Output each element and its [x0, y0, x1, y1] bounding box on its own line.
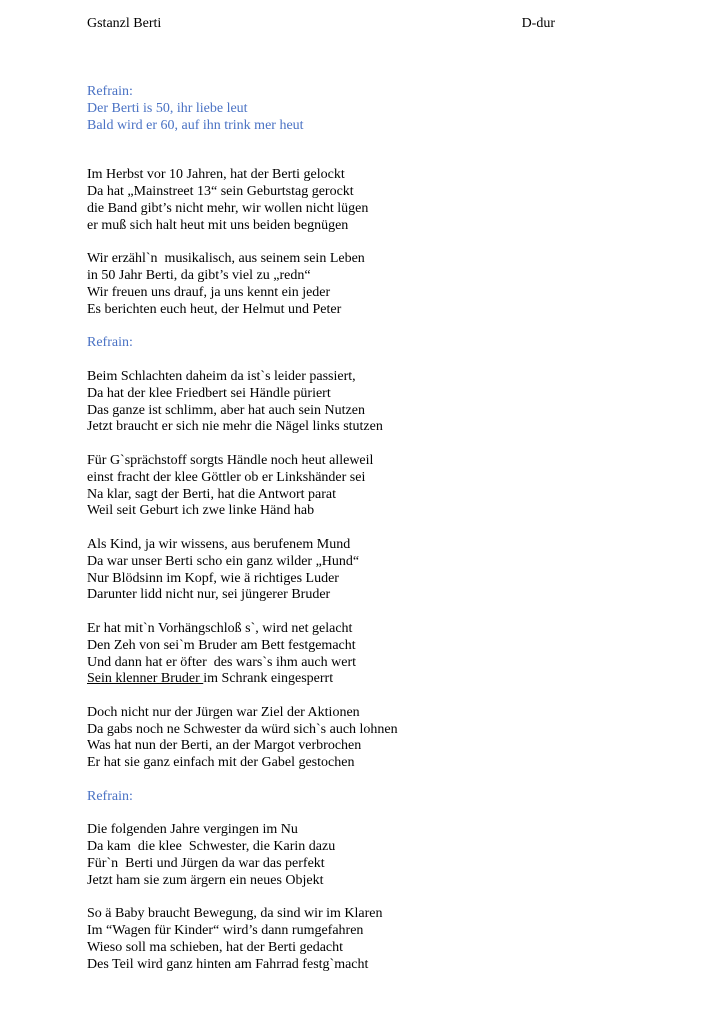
verse-line: Er hat mit`n Vorhängschloß s`, wird net gelacht: [87, 620, 353, 636]
verse-line: Als Kind, ja wir wissens, aus berufenem Mund: [87, 536, 351, 552]
song-title: Gstanzl Berti: [87, 16, 162, 31]
verse-line: Und dann hat er öfter des wars`s ihm auch wert: [87, 654, 357, 670]
verse-line: Nur Blödsinn im Kopf, wie ä richtiges Luder: [87, 570, 339, 586]
verse-line: Im Herbst vor 10 Jahren, hat der Berti gelockt: [87, 167, 345, 183]
verse-line-rest: im Schrank eingesperrt: [203, 671, 334, 687]
verse-line: Des Teil wird ganz hinten am Fahrrad festg`macht: [87, 956, 369, 972]
verse-line: Da war unser Berti scho ein ganz wilder „Hund“: [87, 553, 360, 569]
verse-4: [87, 453, 687, 520]
verse-line: Er hat sie ganz einfach mit der Gabel gestochen: [87, 755, 355, 771]
verse-9: [87, 906, 687, 973]
refrain-block: [87, 84, 687, 134]
verse-6: [87, 621, 687, 688]
verse-line: Wir freuen uns drauf, ja uns kennt ein jeder: [87, 284, 331, 300]
verse-line: So ä Baby braucht Bewegung, da sind wir im Klaren: [87, 906, 383, 922]
refrain-line: Bald wird er 60, auf ihn trink mer heut: [87, 117, 304, 133]
refrain-label: Refrain:: [87, 84, 133, 99]
verse-line: die Band gibt’s nicht mehr, wir wollen nicht lügen: [87, 200, 369, 216]
verse-line: Da kam die klee Schwester, die Karin dazu: [87, 839, 336, 855]
verse-line: Darunter lidd nicht nur, sei jüngerer Bruder: [87, 587, 331, 603]
verse-line: Da hat der klee Friedbert sei Händle püriert: [87, 385, 331, 401]
verse-2: [87, 251, 687, 318]
verse-line: Jetzt ham sie zum ärgern ein neues Objekt: [87, 872, 324, 888]
verse-line: Da gabs noch ne Schwester da würd sich`s auch lohnen: [87, 721, 398, 737]
verse-line: [87, 671, 687, 688]
verse-line: Im “Wagen für Kinder“ wird’s dann rumgefahren: [87, 923, 364, 939]
verse-line: Na klar, sagt der Berti, hat die Antwort parat: [87, 486, 337, 502]
verse-line: Es berichten euch heut, der Helmut und Peter: [87, 301, 342, 317]
verse-line: Das ganze ist schlimm, aber hat auch sein Nutzen: [87, 402, 365, 418]
verse-line: Weil seit Geburt ich zwe linke Händ hab: [87, 503, 315, 519]
verse-line: in 50 Jahr Berti, da gibt’s viel zu „redn“: [87, 268, 311, 284]
verse-line: Beim Schlachten daheim da ist`s leider passiert,: [87, 368, 356, 384]
verse-line: Für`n Berti und Jürgen da war das perfekt: [87, 856, 325, 872]
verse-7: [87, 705, 687, 772]
verse-line: Da hat „Mainstreet 13“ sein Geburtstag gerockt: [87, 184, 354, 200]
refrain-line: Der Berti is 50, ihr liebe leut: [87, 100, 248, 116]
refrain-marker: Refrain:: [87, 335, 133, 351]
verse-line: Die folgenden Jahre vergingen im Nu: [87, 822, 298, 838]
page-header: [87, 16, 555, 34]
verse-3: [87, 369, 687, 436]
underlined-text: Sein klenner Bruder: [87, 671, 204, 687]
verse-line: Für G`sprächstoff sorgts Händle noch heut alleweil: [87, 452, 374, 468]
verse-8: [87, 822, 687, 889]
verse-line: Wieso soll ma schieben, hat der Berti gedacht: [87, 940, 344, 956]
verse-line: er muß sich halt heut mit uns beiden begnügen: [87, 217, 349, 233]
verse-1: [87, 167, 687, 234]
verse-5: [87, 537, 687, 604]
lyrics: [87, 84, 687, 974]
refrain-marker: Refrain:: [87, 788, 133, 804]
verse-line: einst fracht der klee Göttler ob er Linkshänder sei: [87, 469, 366, 485]
verse-line: Was hat nun der Berti, an der Margot verbrochen: [87, 738, 362, 754]
verse-line: Jetzt braucht er sich nie mehr die Nägel links stutzen: [87, 419, 383, 435]
song-key: D-dur: [521, 16, 555, 31]
verse-line: Wir erzähl`n musikalisch, aus seinem sein Leben: [87, 251, 365, 267]
verse-line: Den Zeh von sei`m Bruder am Bett festgemacht: [87, 637, 356, 653]
verse-line: Doch nicht nur der Jürgen war Ziel der Aktionen: [87, 704, 360, 720]
